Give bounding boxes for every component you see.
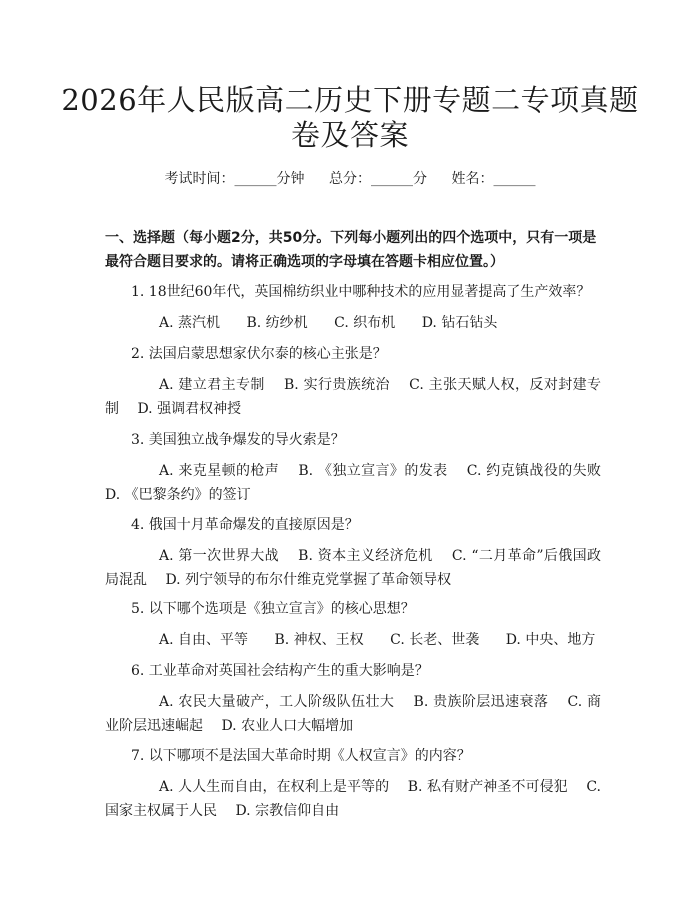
section-heading: 一、选择题（每小题2分，共50分。下列每小题列出的四个选项中，只有一项是最符合题目要求的。请将正确选项的字母填在答题卡相应位置。） — [105, 230, 597, 270]
page-title-continued: 卷及答案 — [290, 118, 409, 152]
option-d: D. 钻石钻头 — [421, 315, 498, 331]
question-1-options — [105, 311, 601, 335]
question-4-options — [105, 544, 601, 592]
exam-time-field: 考试时间：______分钟 — [164, 171, 305, 187]
question-5-options — [105, 628, 601, 652]
question-3-options — [105, 459, 615, 507]
option-a: A. 自由、平等 — [159, 632, 249, 648]
option-list: A. 人人生而自由，在权利上是平等的 B. 私有财产神圣不可侵犯 C. 国家主权属于人民 D. 宗教信仰自由 — [105, 779, 601, 819]
question-6 — [105, 659, 601, 683]
question-1 — [105, 280, 601, 304]
option-c: C. 长老、世袭 — [390, 632, 480, 648]
option-list: A. 来克星顿的枪声 B. 《独立宣言》的发表 C. 约克镇战役的失败 D. 《巴黎条约》的签订 — [105, 463, 615, 503]
question-stem: 4. 俄国十月革命爆发的直接原因是？ — [131, 517, 359, 533]
question-stem: 6. 工业革命对英国社会结构产生的重大影响是？ — [131, 663, 429, 679]
question-4 — [105, 513, 601, 537]
question-stem: 2. 法国启蒙思想家伏尔泰的核心主张是？ — [131, 346, 387, 362]
option-c: C. 织布机 — [334, 315, 396, 331]
question-stem: 3. 美国独立战争爆发的导火索是？ — [131, 432, 345, 448]
option-b: B. 神权、王权 — [274, 632, 364, 648]
option-list: A. 建立君主专制 B. 实行贵族统治 C. 主张天赋人权，反对封建专制 D. 强调君权神授 — [105, 377, 601, 417]
page-title: 2026年人民版高二历史下册专题二专项真题 — [61, 83, 639, 117]
option-list: A. 第一次世界大战 B. 资本主义经济危机 C. “二月革命”后俄国政局混乱 D. 列宁领导的布尔什维克党掌握了革命领导权 — [105, 548, 601, 588]
student-name-field: 姓名：______ — [451, 171, 536, 187]
option-b: B. 纺纱机 — [246, 315, 308, 331]
question-6-options — [105, 690, 601, 738]
question-7-options — [105, 775, 601, 823]
option-d: D. 中央、地方 — [505, 632, 596, 648]
question-2-options — [105, 373, 601, 421]
question-stem: 1. 18世纪60年代，英国棉纺织业中哪种技术的应用显著提高了生产效率？ — [131, 284, 591, 300]
question-stem: 7. 以下哪项不是法国大革命时期《人权宣言》的内容？ — [131, 748, 471, 764]
question-7 — [105, 744, 601, 768]
option-list: A. 农民大量破产，工人阶级队伍壮大 B. 贵族阶层迅速衰落 C. 商业阶层迅速崛起 D. 农业人口大幅增加 — [105, 694, 601, 734]
option-a: A. 蒸汽机 — [159, 315, 221, 331]
question-2 — [105, 342, 601, 366]
question-stem: 5. 以下哪个选项是《独立宣言》的核心思想？ — [131, 601, 415, 617]
total-score-field: 总分：______分 — [329, 171, 427, 187]
exam-meta — [0, 168, 700, 188]
question-5 — [105, 597, 601, 621]
question-3 — [105, 428, 601, 452]
